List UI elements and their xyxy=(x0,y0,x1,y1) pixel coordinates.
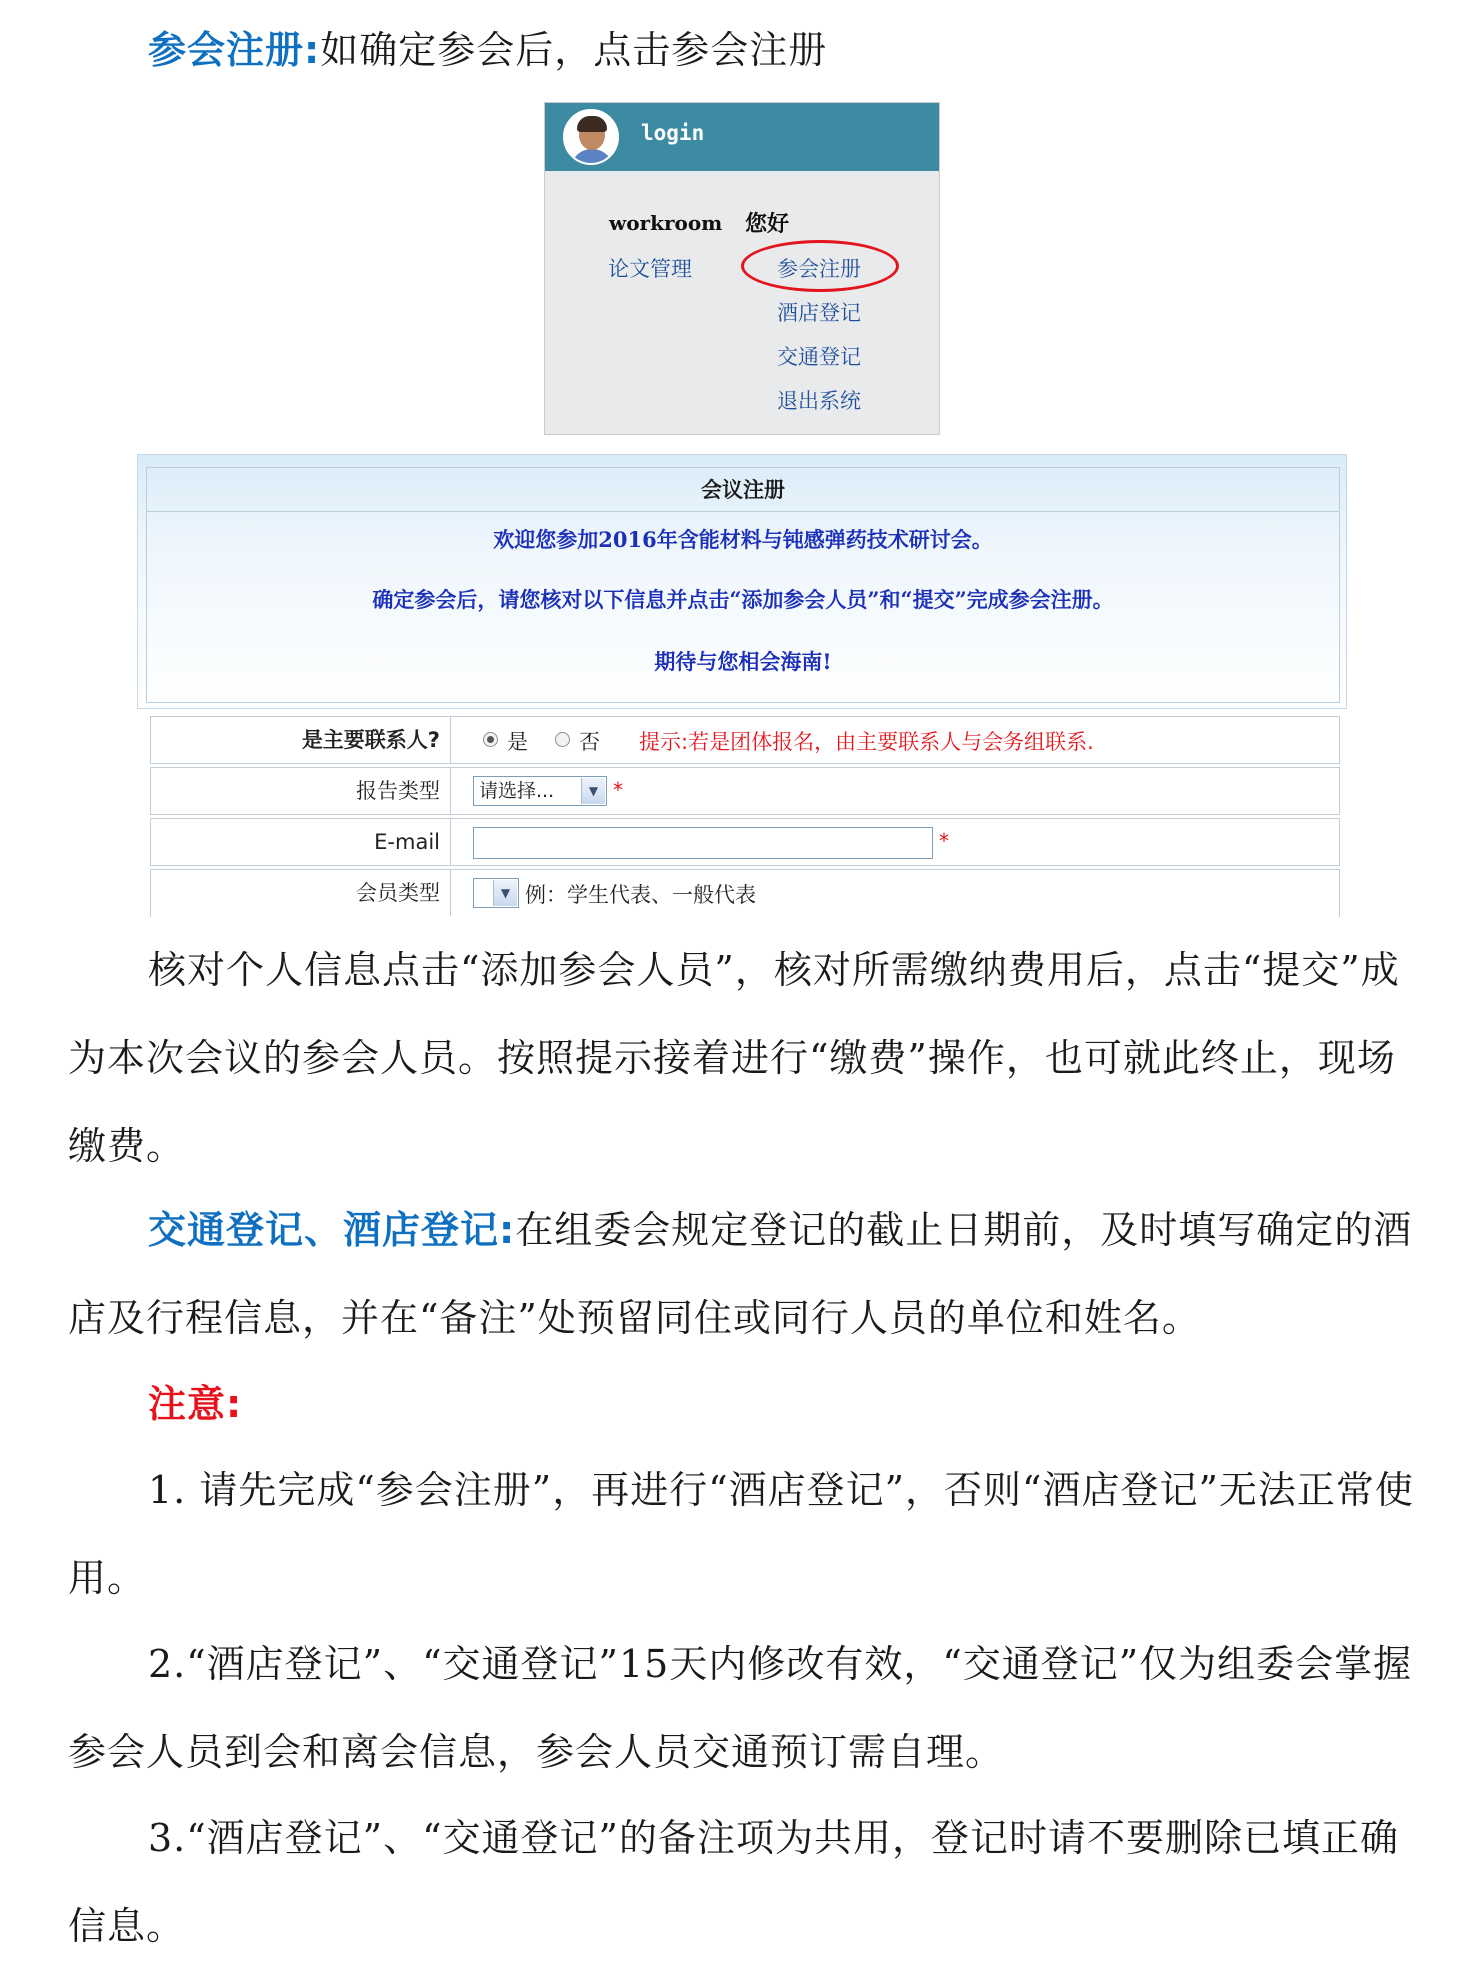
link-logout[interactable]: 退出系统 xyxy=(777,389,861,413)
group-hint: 提示:若是团体报名，由主要联系人与会务组联系. xyxy=(639,730,1094,754)
section-register-intro xyxy=(68,6,1418,94)
registration-title: 会议注册 xyxy=(147,468,1339,512)
link-conference-registration[interactable]: 参会注册 xyxy=(777,257,861,281)
row-report-type xyxy=(150,767,1340,815)
section-heading-transport-hotel: 交通登记、酒店登记: xyxy=(148,1208,516,1252)
row-main-contact xyxy=(150,716,1340,764)
notice-section xyxy=(68,1360,1418,1448)
paragraph-submit-instructions: 核对个人信息点击“添加参会人员”，核对所需缴纳费用后，点击“提交”成为本次会议的参会人员。按照提示接着进行“缴费”操作，也可就此终止，现场缴费。 xyxy=(68,948,1400,1168)
registration-closing: 期待与您相会海南! xyxy=(654,649,832,674)
radio-yes[interactable] xyxy=(483,732,498,747)
login-panel xyxy=(544,102,940,435)
registration-welcome: 欢迎您参加2016年含能材料与钝感弹药技术研讨会。 xyxy=(493,527,993,552)
required-mark: * xyxy=(613,778,623,802)
report-type-value: 请选择... xyxy=(479,780,555,802)
notice-item-1: 1. 请先完成“参会注册”，再进行“酒店登记”，否则“酒店登记”无法正常使用。 xyxy=(68,1468,1414,1600)
radio-no[interactable] xyxy=(555,732,570,747)
chevron-down-icon: ▼ xyxy=(493,880,517,906)
chevron-down-icon: ▼ xyxy=(581,778,605,804)
report-type-select[interactable] xyxy=(473,776,607,806)
registration-instruction: 确定参会后，请您核对以下信息并点击“添加参会人员”和“提交”完成参会注册。 xyxy=(372,587,1114,612)
notice-item-2: 2.“酒店登记”、“交通登记”15天内修改有效，“交通登记”仅为组委会掌握参会人员到会和离会信息，参会人员交通预订需自理。 xyxy=(68,1642,1413,1774)
avatar-icon xyxy=(563,109,619,165)
section-text-register: 如确定参会后，点击参会注册 xyxy=(320,28,828,72)
login-greeting: 您好 xyxy=(745,212,790,237)
label-email: E-mail xyxy=(151,819,451,865)
registration-panel xyxy=(137,454,1347,709)
login-username: workroom xyxy=(609,211,723,235)
notice-heading: 注意: xyxy=(148,1382,243,1426)
email-input[interactable] xyxy=(473,827,933,859)
link-paper-management[interactable]: 论文管理 xyxy=(608,257,692,281)
notice-item-3: 3.“酒店登记”、“交通登记”的备注项为共用，登记时请不要删除已填正确信息。 xyxy=(68,1816,1399,1948)
label-member-type: 会员类型 xyxy=(151,870,451,916)
paragraph-transport-hotel: 交通登记、酒店登记:在组委会规定登记的截止日期前，及时填写确定的酒店及行程信息，并在“备注”处预留同住或同行人员的单位和姓名。 xyxy=(68,1208,1413,1340)
radio-yes-label: 是 xyxy=(507,730,528,754)
link-hotel-registration[interactable]: 酒店登记 xyxy=(777,301,861,325)
label-main-contact: 是主要联系人? xyxy=(151,717,451,763)
row-member-type xyxy=(150,869,1340,917)
member-type-example: 例：学生代表、一般代表 xyxy=(525,883,756,907)
registration-inner xyxy=(146,467,1340,703)
section-heading-register: 参会注册: xyxy=(148,28,321,72)
member-type-select[interactable] xyxy=(473,878,519,908)
highlight-ring xyxy=(741,240,899,292)
link-transport-registration[interactable]: 交通登记 xyxy=(777,345,861,369)
radio-no-label: 否 xyxy=(579,730,600,754)
login-title: login xyxy=(641,121,705,145)
row-email xyxy=(150,818,1340,866)
login-header xyxy=(545,103,939,171)
label-report-type: 报告类型 xyxy=(151,768,451,814)
required-mark: * xyxy=(939,829,949,853)
